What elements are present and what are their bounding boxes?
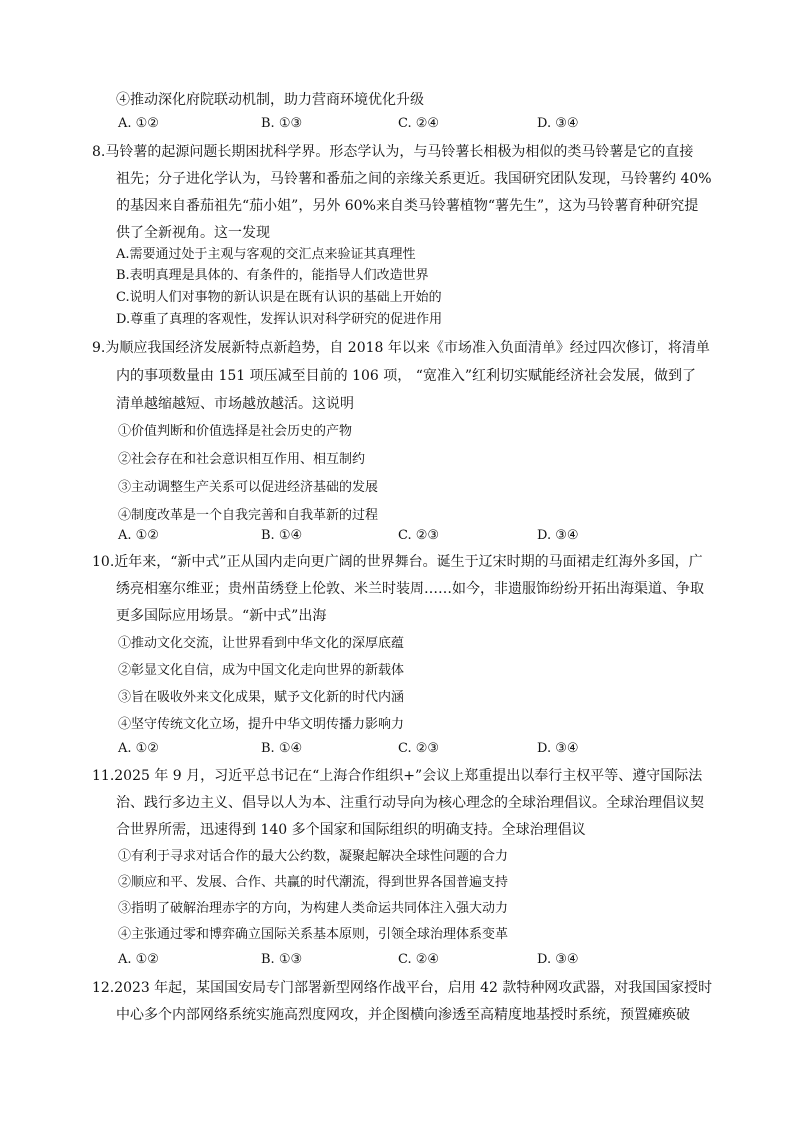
q10-option-b: B. ①④: [261, 741, 303, 756]
q9-item-2: ②社会存在和社会意识相互作用、相互制约: [118, 452, 366, 467]
q11-stem-line-2: 治、践行多边主义、倡导以人为本、注重行动导向为核心理念的全球治理倡议。全球治理倡议契: [116, 795, 704, 811]
q12-stem-line-1: 12.2023 年起，某国国安局专门部署新型网络作战平台，启用 42 款特种网攻武器，对我国国家授时: [92, 980, 713, 996]
q11-item-2: ②顺应和平、发展、合作、共赢的时代潮流，得到世界各国普遍支持: [118, 875, 509, 890]
q9-item-3: ③主动调整生产关系可以促进经济基础的发展: [118, 480, 379, 495]
q10-item-4: ④坚守传统文化立场，提升中华文明传播力影响力: [118, 717, 405, 732]
q10-option-d: D. ③④: [537, 741, 579, 756]
q8-stem-line-2: 祖先；分子进化学认为，马铃薯和番茄之间的亲缘关系更近。我国研究团队发现，马铃薯约 40%: [116, 171, 712, 187]
q9-option-a: A. ①②: [118, 528, 159, 543]
q8-stem-line-3: 的基因来自番茄祖先“茄小姐”，另外 60%来自类马铃薯植物“薯先生”，这为马铃薯育种研究提: [116, 198, 699, 214]
q7-item-4: ④推动深化府院联动机制，助力营商环境优化升级: [116, 92, 424, 108]
q10-item-3: ③旨在吸收外来文化成果，赋予文化新的时代内涵: [118, 690, 405, 705]
q10-stem-line-2: 绣亮相塞尔维亚；贵州苗绣登上伦敦、米兰时装周……如今，非遗服饰纷纷开拓出海渠道、争取: [116, 581, 704, 597]
q10-item-2: ②彰显文化自信，成为中国文化走向世界的新载体: [118, 663, 405, 678]
q9-option-d: D. ③④: [537, 528, 579, 543]
q11-option-a: A. ①②: [118, 952, 159, 967]
q8-option-d: D.尊重了真理的客观性，发挥认识对科学研究的促进作用: [116, 312, 443, 327]
q11-option-b: B. ①③: [261, 952, 303, 967]
q11-item-1: ①有利于寻求对话合作的最大公约数，凝聚起解决全球性问题的合力: [118, 849, 509, 864]
q8-option-a: A.需要通过处于主观与客观的交汇点来验证其真理性: [116, 247, 416, 262]
q9-item-4: ④制度改革是一个自我完善和自我革新的过程: [118, 508, 379, 523]
q11-item-3: ③指明了破解治理赤字的方向，为构建人类命运共同体注入强大动力: [118, 901, 509, 916]
q7-option-c: C. ②④: [398, 116, 440, 131]
q11-stem-line-1: 11.2025 年 9 月，习近平总书记在“上海合作组织+”会议上郑重提出以奉行主权平等、遵守国际法: [92, 768, 703, 784]
q7-option-d: D. ③④: [537, 116, 579, 131]
q7-option-a: A. ①②: [118, 116, 159, 131]
q9-item-1: ①价值判断和价值选择是社会历史的产物: [118, 424, 353, 439]
q9-option-b: B. ①④: [261, 528, 303, 543]
q11-item-4: ④主张通过零和博弈确立国际关系基本原则，引领全球治理体系变革: [118, 927, 509, 942]
q10-option-a: A. ①②: [118, 741, 159, 756]
q11-stem-line-3: 合世界所需，迅速得到 140 多个国家和国际组织的明确支持。全球治理倡议: [116, 822, 586, 838]
q8-option-c: C.说明人们对事物的新认识是在既有认识的基础上开始的: [116, 290, 442, 305]
q7-option-b: B. ①③: [261, 116, 303, 131]
q8-option-b: B.表明真理是具体的、有条件的，能指导人们改造世界: [116, 268, 429, 283]
q9-stem-line-2: 内的事项数量由 151 项压减至目前的 106 项， “宽准入”红利切实赋能经济社会发展，做到了: [116, 368, 697, 384]
q8-stem-line-4: 供了全新视角。这一发现: [116, 225, 270, 241]
q12-stem-line-2: 中心多个内部网络系统实施高烈度网攻，并企图横向渗透至高精度地基授时系统，预置瘫痪破: [116, 1007, 690, 1023]
q9-option-c: C. ②③: [398, 528, 440, 543]
q10-stem-line-3: 更多国际应用场景。“新中式”出海: [116, 608, 327, 624]
q9-stem-line-1: 9.为顺应我国经济发展新特点新趋势，自 2018 年以来《市场准入负面清单》经过四次修订，将清单: [92, 340, 710, 356]
q8-stem-line-1: 8.马铃薯的起源问题长期困扰科学界。形态学认为，与马铃薯长相极为相似的类马铃薯是它的直接: [92, 144, 694, 160]
q11-option-d: D. ③④: [537, 952, 579, 967]
q10-item-1: ①推动文化交流，让世界看到中华文化的深厚底蕴: [118, 636, 405, 651]
q11-option-c: C. ②④: [398, 952, 440, 967]
q10-option-c: C. ②③: [398, 741, 440, 756]
q9-stem-line-3: 清单越缩越短、市场越放越活。这说明: [116, 396, 354, 412]
q10-stem-line-1: 10.近年来，“新中式”正从国内走向更广阔的世界舞台。诞生于辽宋时期的马面裙走红海外多国，广: [92, 554, 703, 570]
